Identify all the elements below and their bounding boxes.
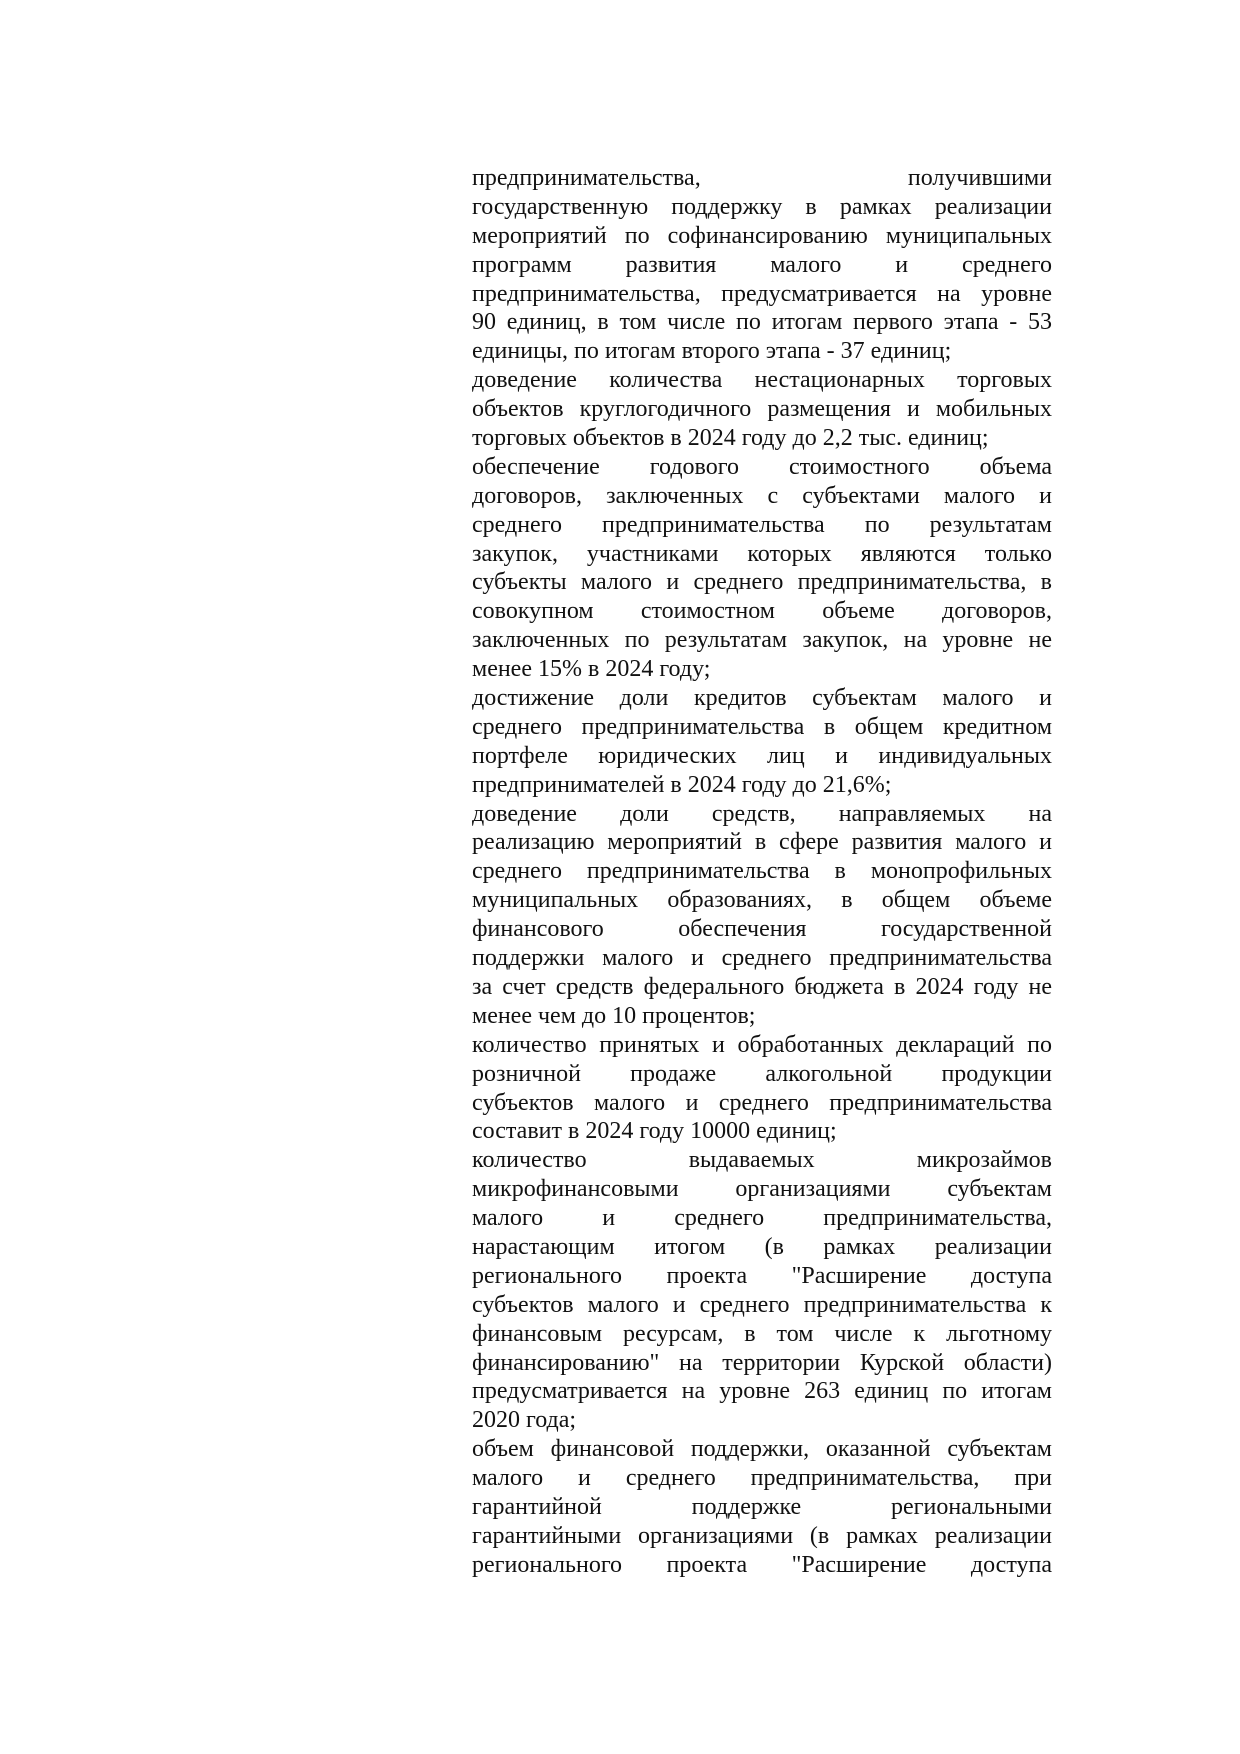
text-line: среднего предпринимательства в общем кредитном — [472, 713, 1052, 740]
text-line: среднего предпринимательства по результатам — [472, 511, 1052, 538]
text-line: регионального проекта "Расширение доступа — [472, 1262, 1052, 1289]
text-line: за счет средств федерального бюджета в 2024 году не — [472, 973, 1052, 1000]
text-line: составит в 2024 году 10000 единиц; — [472, 1118, 837, 1145]
text-line: субъекты малого и среднего предпринимательства, в — [472, 569, 1052, 596]
paragraph-microloans — [472, 1146, 1052, 1435]
paragraph-guarantee-support — [472, 1435, 1052, 1579]
paragraph-procurement-volume — [472, 453, 1052, 684]
text-line: портфеле юридических лиц и индивидуальных — [472, 742, 1052, 769]
text-line: обеспечение годового стоимостного объема — [472, 453, 1052, 480]
text-line: мероприятий по софинансированию муниципальных — [472, 222, 1052, 249]
text-line: доведение доли средств, направляемых на — [472, 800, 1052, 827]
text-line: государственную поддержку в рамках реализации — [472, 193, 1052, 220]
text-line: предусматривается на уровне 263 единиц по итогам — [472, 1378, 1052, 1405]
text-line: муниципальных образованиях, в общем объеме — [472, 887, 1052, 914]
text-line: малого и среднего предпринимательства, при — [472, 1465, 1052, 1492]
text-line: количество выдаваемых микрозаймов — [472, 1147, 1052, 1174]
text-line: субъектов малого и среднего предпринимательства к — [472, 1291, 1052, 1318]
text-line: 2020 года; — [472, 1407, 577, 1434]
text-line: доведение количества нестационарных торговых — [472, 367, 1052, 394]
text-line: программ развития малого и среднего — [472, 251, 1052, 278]
text-line: договоров, заключенных с субъектами малого и — [472, 482, 1052, 509]
text-line: закупок, участниками которых являются только — [472, 540, 1052, 567]
paragraph-continuation-state-support — [472, 164, 1052, 366]
text-line: 90 единиц, в том числе по итогам первого этапа - 53 — [472, 309, 1052, 336]
text-line: микрофинансовыми организациями субъектам — [472, 1176, 1052, 1203]
text-line: реализацию мероприятий в сфере развития малого и — [472, 829, 1052, 856]
text-line: финансового обеспечения государственной — [472, 916, 1052, 943]
text-line: малого и среднего предпринимательства, — [472, 1205, 1052, 1232]
text-column — [472, 164, 1052, 1580]
text-line: заключенных по результатам закупок, на уровне не — [472, 627, 1052, 654]
text-line: менее чем до 10 процентов; — [472, 1002, 756, 1029]
text-line: предпринимательства, получившими — [472, 165, 1052, 191]
text-line: нарастающим итогом (в рамках реализации — [472, 1233, 1052, 1260]
paragraph-monotown-funding — [472, 800, 1052, 1031]
text-line: поддержки малого и среднего предпринимательства — [472, 945, 1052, 972]
text-line: финансированию" на территории Курской области) — [472, 1349, 1052, 1376]
text-line: субъектов малого и среднего предпринимательства — [472, 1089, 1052, 1116]
text-line: регионального проекта "Расширение доступа — [472, 1551, 1052, 1578]
text-line: объектов круглогодичного размещения и мобильных — [472, 396, 1052, 423]
text-line: торговых объектов в 2024 году до 2,2 тыс. единиц; — [472, 425, 989, 452]
text-line: розничной продаже алкогольной продукции — [472, 1060, 1052, 1087]
text-line: предпринимателей в 2024 году до 21,6%; — [472, 771, 892, 798]
text-line: среднего предпринимательства в монопрофильных — [472, 858, 1052, 885]
paragraph-trade-objects — [472, 366, 1052, 453]
text-line: гарантийными организациями (в рамках реализации — [472, 1522, 1052, 1549]
text-line: финансовым ресурсам, в том числе к льготному — [472, 1320, 1052, 1347]
text-line: гарантийной поддержке региональными — [472, 1493, 1052, 1520]
text-line: совокупном стоимостном объеме договоров, — [472, 598, 1052, 625]
text-line: достижение доли кредитов субъектам малого и — [472, 685, 1052, 712]
paragraph-alcohol-declarations — [472, 1031, 1052, 1147]
text-line: объем финансовой поддержки, оказанной субъектам — [472, 1436, 1052, 1463]
text-line: предпринимательства, предусматривается на уровне — [472, 280, 1052, 307]
paragraph-credit-share — [472, 684, 1052, 800]
text-line: единицы, по итогам второго этапа - 37 единиц; — [472, 338, 952, 365]
text-line: количество принятых и обработанных деклараций по — [472, 1031, 1052, 1058]
text-line: менее 15% в 2024 году; — [472, 656, 711, 683]
